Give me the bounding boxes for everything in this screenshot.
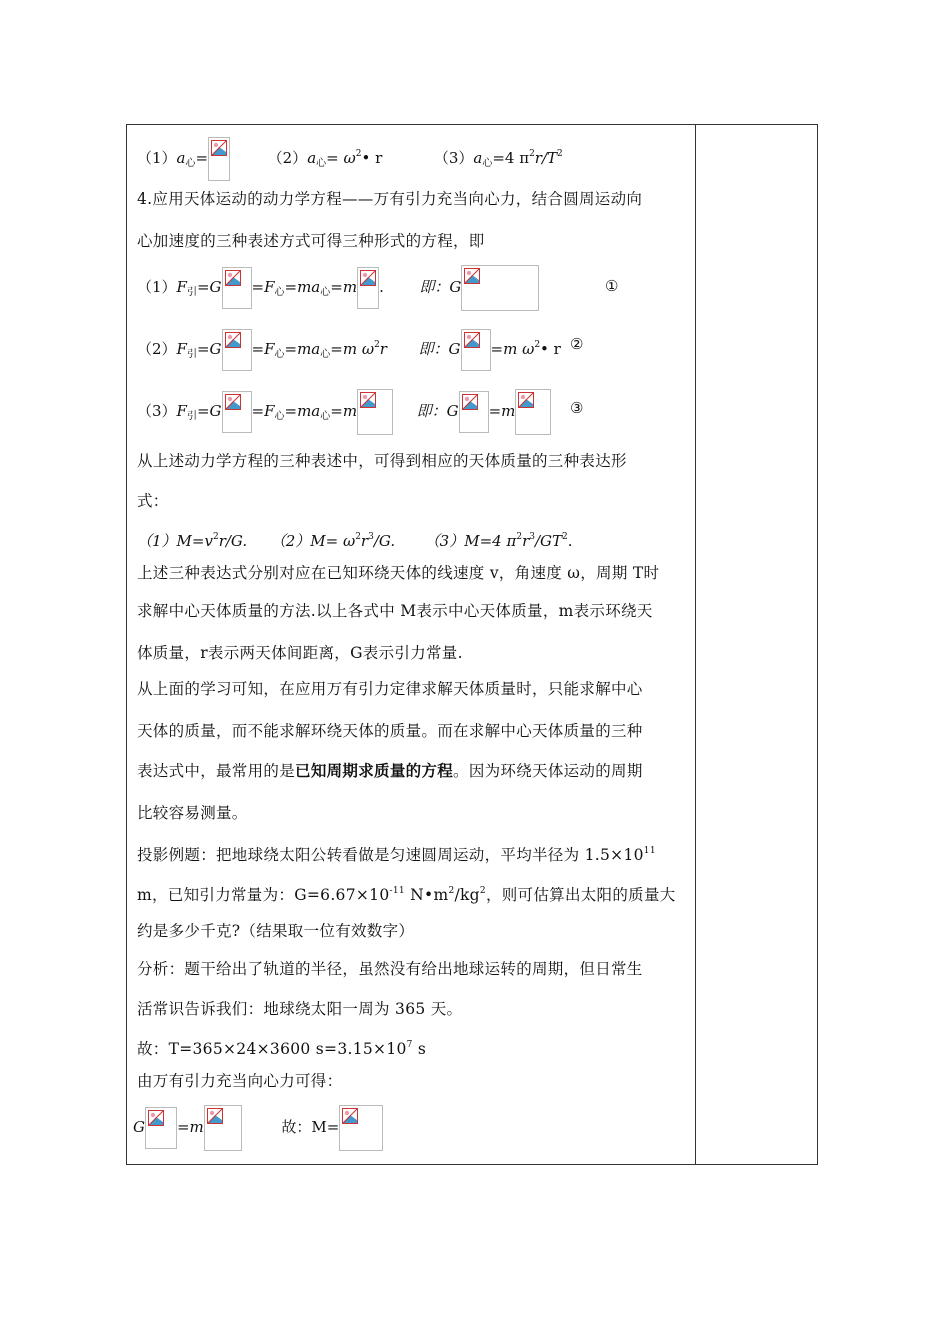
sup: 2 [534, 340, 541, 350]
text: 表达式中，最常用的是 [137, 762, 296, 780]
formula-image [222, 267, 252, 309]
label: （2） [137, 340, 177, 358]
paragraph-line [137, 881, 676, 905]
expr: 即：G [419, 278, 462, 296]
broken-image-icon [207, 1108, 223, 1124]
paragraph-line: 4.应用天体运动的动力学方程——万有引力充当向心力，结合圆周运动向 [137, 190, 643, 208]
expr: =ma [284, 278, 321, 296]
sup: 2 [355, 149, 362, 159]
broken-image-icon [211, 140, 227, 156]
expr: • r [540, 340, 561, 358]
expr: =m [330, 402, 358, 420]
equation-number-2: ② [570, 335, 584, 353]
sup: 7 [406, 1040, 413, 1050]
paragraph-line: 从上面的学习可知，在应用万有引力定律求解天体质量时，只能求解中心 [137, 680, 643, 698]
expr: 即：G [416, 402, 459, 420]
text: 故：T=365×24×3600 s=3.15×10 [137, 1040, 407, 1058]
expr: =ma [284, 402, 321, 420]
centripetal-acceleration-line [137, 137, 563, 181]
sup: 2 [479, 886, 486, 896]
broken-image-icon [225, 394, 241, 410]
sub: 心 [274, 287, 285, 298]
expr: =m ω [330, 340, 375, 358]
sub: 心 [274, 349, 285, 360]
expr: r/G. [218, 532, 248, 550]
paragraph-line: 心加速度的三种表述方式可得三种形式的方程，即 [137, 232, 485, 250]
sup: 11 [643, 846, 656, 856]
label: （3） [433, 149, 474, 167]
sub: 心 [320, 287, 331, 298]
expr: r [360, 532, 369, 550]
broken-image-icon [360, 270, 376, 286]
expr: =G [196, 340, 222, 358]
formula-image [461, 265, 539, 311]
sup: 3 [529, 532, 535, 542]
sup: 2 [516, 532, 523, 542]
broken-image-icon [518, 392, 534, 408]
content-table [126, 124, 818, 1165]
label: （2） [267, 149, 308, 167]
formula-image [357, 267, 379, 309]
broken-image-icon [464, 268, 480, 284]
var: F [176, 278, 187, 296]
text: s [412, 1040, 427, 1058]
expr: r [379, 340, 387, 358]
var: F [176, 340, 187, 358]
expr: =G [196, 278, 222, 296]
sub: 心 [316, 158, 327, 169]
expr: /GT [534, 532, 563, 550]
formula-image [461, 329, 491, 371]
broken-image-icon [148, 1110, 164, 1126]
sub: 心 [274, 411, 285, 422]
expr: 即：G [418, 340, 461, 358]
expr: = ω [326, 149, 356, 167]
label: （1） [137, 278, 177, 296]
mass-expressions [137, 527, 573, 551]
expr: =m [488, 402, 516, 420]
expr: /G. [373, 532, 396, 550]
sup: 2 [355, 532, 361, 542]
expr: r/T [534, 149, 558, 167]
equation-number-3: ③ [570, 399, 584, 417]
paragraph-line: 体质量，r表示两天体间距离，G表示引力常量. [137, 644, 463, 662]
paragraph-line: 由万有引力充当向心力可得： [137, 1072, 343, 1090]
sup: -11 [389, 886, 405, 896]
paragraph-line [137, 761, 643, 781]
expr: =G [196, 402, 222, 420]
var: a [307, 149, 317, 167]
expr: =4 π [492, 149, 530, 167]
paragraph-line: 上述三种表达式分别对应在已知环绕天体的线速度 v，角速度 ω，周期 T时 [137, 564, 660, 582]
formula-image [204, 1105, 242, 1151]
expr: =m [176, 1118, 204, 1136]
equation-1 [137, 265, 539, 313]
formula-image [459, 391, 489, 433]
label: （1） [137, 149, 177, 167]
paragraph-line: 比较容易测量。 [137, 804, 248, 822]
sub: 心 [320, 349, 331, 360]
var: a [473, 149, 483, 167]
expr: （2）M= ω [270, 532, 356, 550]
paragraph-line: 从上述动力学方程的三种表述中，可得到相应的天体质量的三种表达形 [137, 452, 627, 470]
paragraph-line: 式： [137, 492, 169, 510]
text: 。因为环绕天体运动的周期 [453, 762, 643, 780]
expr: . [567, 532, 573, 550]
formula-image [515, 389, 551, 435]
paragraph-line [137, 841, 656, 865]
expr: 故：M= [281, 1118, 340, 1136]
text: ，则可估算出太阳的质量大 [485, 886, 676, 904]
equation-2 [137, 329, 561, 373]
broken-image-icon [342, 1108, 358, 1124]
expr: （1）M=v [137, 532, 213, 550]
broken-image-icon [360, 392, 376, 408]
paragraph-line: 求解中心天体质量的方法.以上各式中 M表示中心天体质量，m表示环绕天 [137, 602, 653, 620]
sup: 2 [212, 532, 219, 542]
paragraph-line: 活常识告诉我们：地球绕太阳一周为 365 天。 [137, 1000, 463, 1018]
expr: =F [251, 278, 275, 296]
label: （3） [137, 402, 177, 420]
equation-3 [137, 389, 551, 439]
formula-image [222, 329, 252, 371]
equation-number-1: ① [605, 277, 619, 295]
sup: 2 [448, 886, 455, 896]
paragraph-line: 天体的质量，而不能求解环绕天体的质量。而在求解中心天体质量的三种 [137, 722, 643, 740]
text: /kg [454, 886, 480, 904]
formula-image [208, 137, 230, 181]
column-divider [695, 125, 696, 1164]
expr: =ma [284, 340, 321, 358]
sup: 2 [562, 532, 568, 542]
sup: 3 [368, 532, 374, 542]
expr: =m [330, 278, 358, 296]
broken-image-icon [225, 270, 241, 286]
expr: r [522, 532, 530, 550]
paragraph-line: 分析：题干给出了轨道的半径，虽然没有给出地球运转的周期，但日常生 [137, 960, 643, 978]
sup: 2 [374, 340, 380, 350]
sub: 引 [186, 287, 197, 298]
emphasis-text: 已知周期求质量的方程 [295, 762, 454, 780]
broken-image-icon [462, 394, 478, 410]
sub: 心 [320, 411, 331, 422]
broken-image-icon [464, 332, 480, 348]
expr: . [379, 278, 384, 296]
broken-image-icon [225, 332, 241, 348]
formula-image [145, 1107, 177, 1149]
expr: • r [361, 149, 383, 167]
text: N•m [404, 886, 449, 904]
paragraph-line: 约是多少千克?（结果取一位有效数字） [137, 922, 415, 940]
formula-image [357, 389, 393, 435]
expr: G [133, 1118, 145, 1136]
sub: 引 [186, 411, 197, 422]
paragraph-line [137, 1035, 426, 1059]
text: m，已知引力常量为：G=6.67×10 [137, 886, 390, 904]
expr: =F [251, 340, 275, 358]
expr: （3）M=4 π [424, 532, 517, 550]
text: 投影例题：把地球绕太阳公转看做是匀速圆周运动，平均半径为 1.5×10 [137, 846, 644, 864]
var: F [176, 402, 187, 420]
expr: =F [251, 402, 275, 420]
formula-image [339, 1105, 383, 1151]
final-formula-line [133, 1105, 383, 1153]
sup: 2 [529, 149, 535, 159]
sup: 2 [557, 149, 563, 159]
eq: = [195, 149, 209, 167]
sub: 心 [482, 158, 493, 169]
sub: 引 [186, 349, 197, 360]
sub: 心 [185, 158, 196, 169]
formula-image [222, 391, 252, 433]
var: a [176, 149, 186, 167]
expr: =m ω [490, 340, 535, 358]
